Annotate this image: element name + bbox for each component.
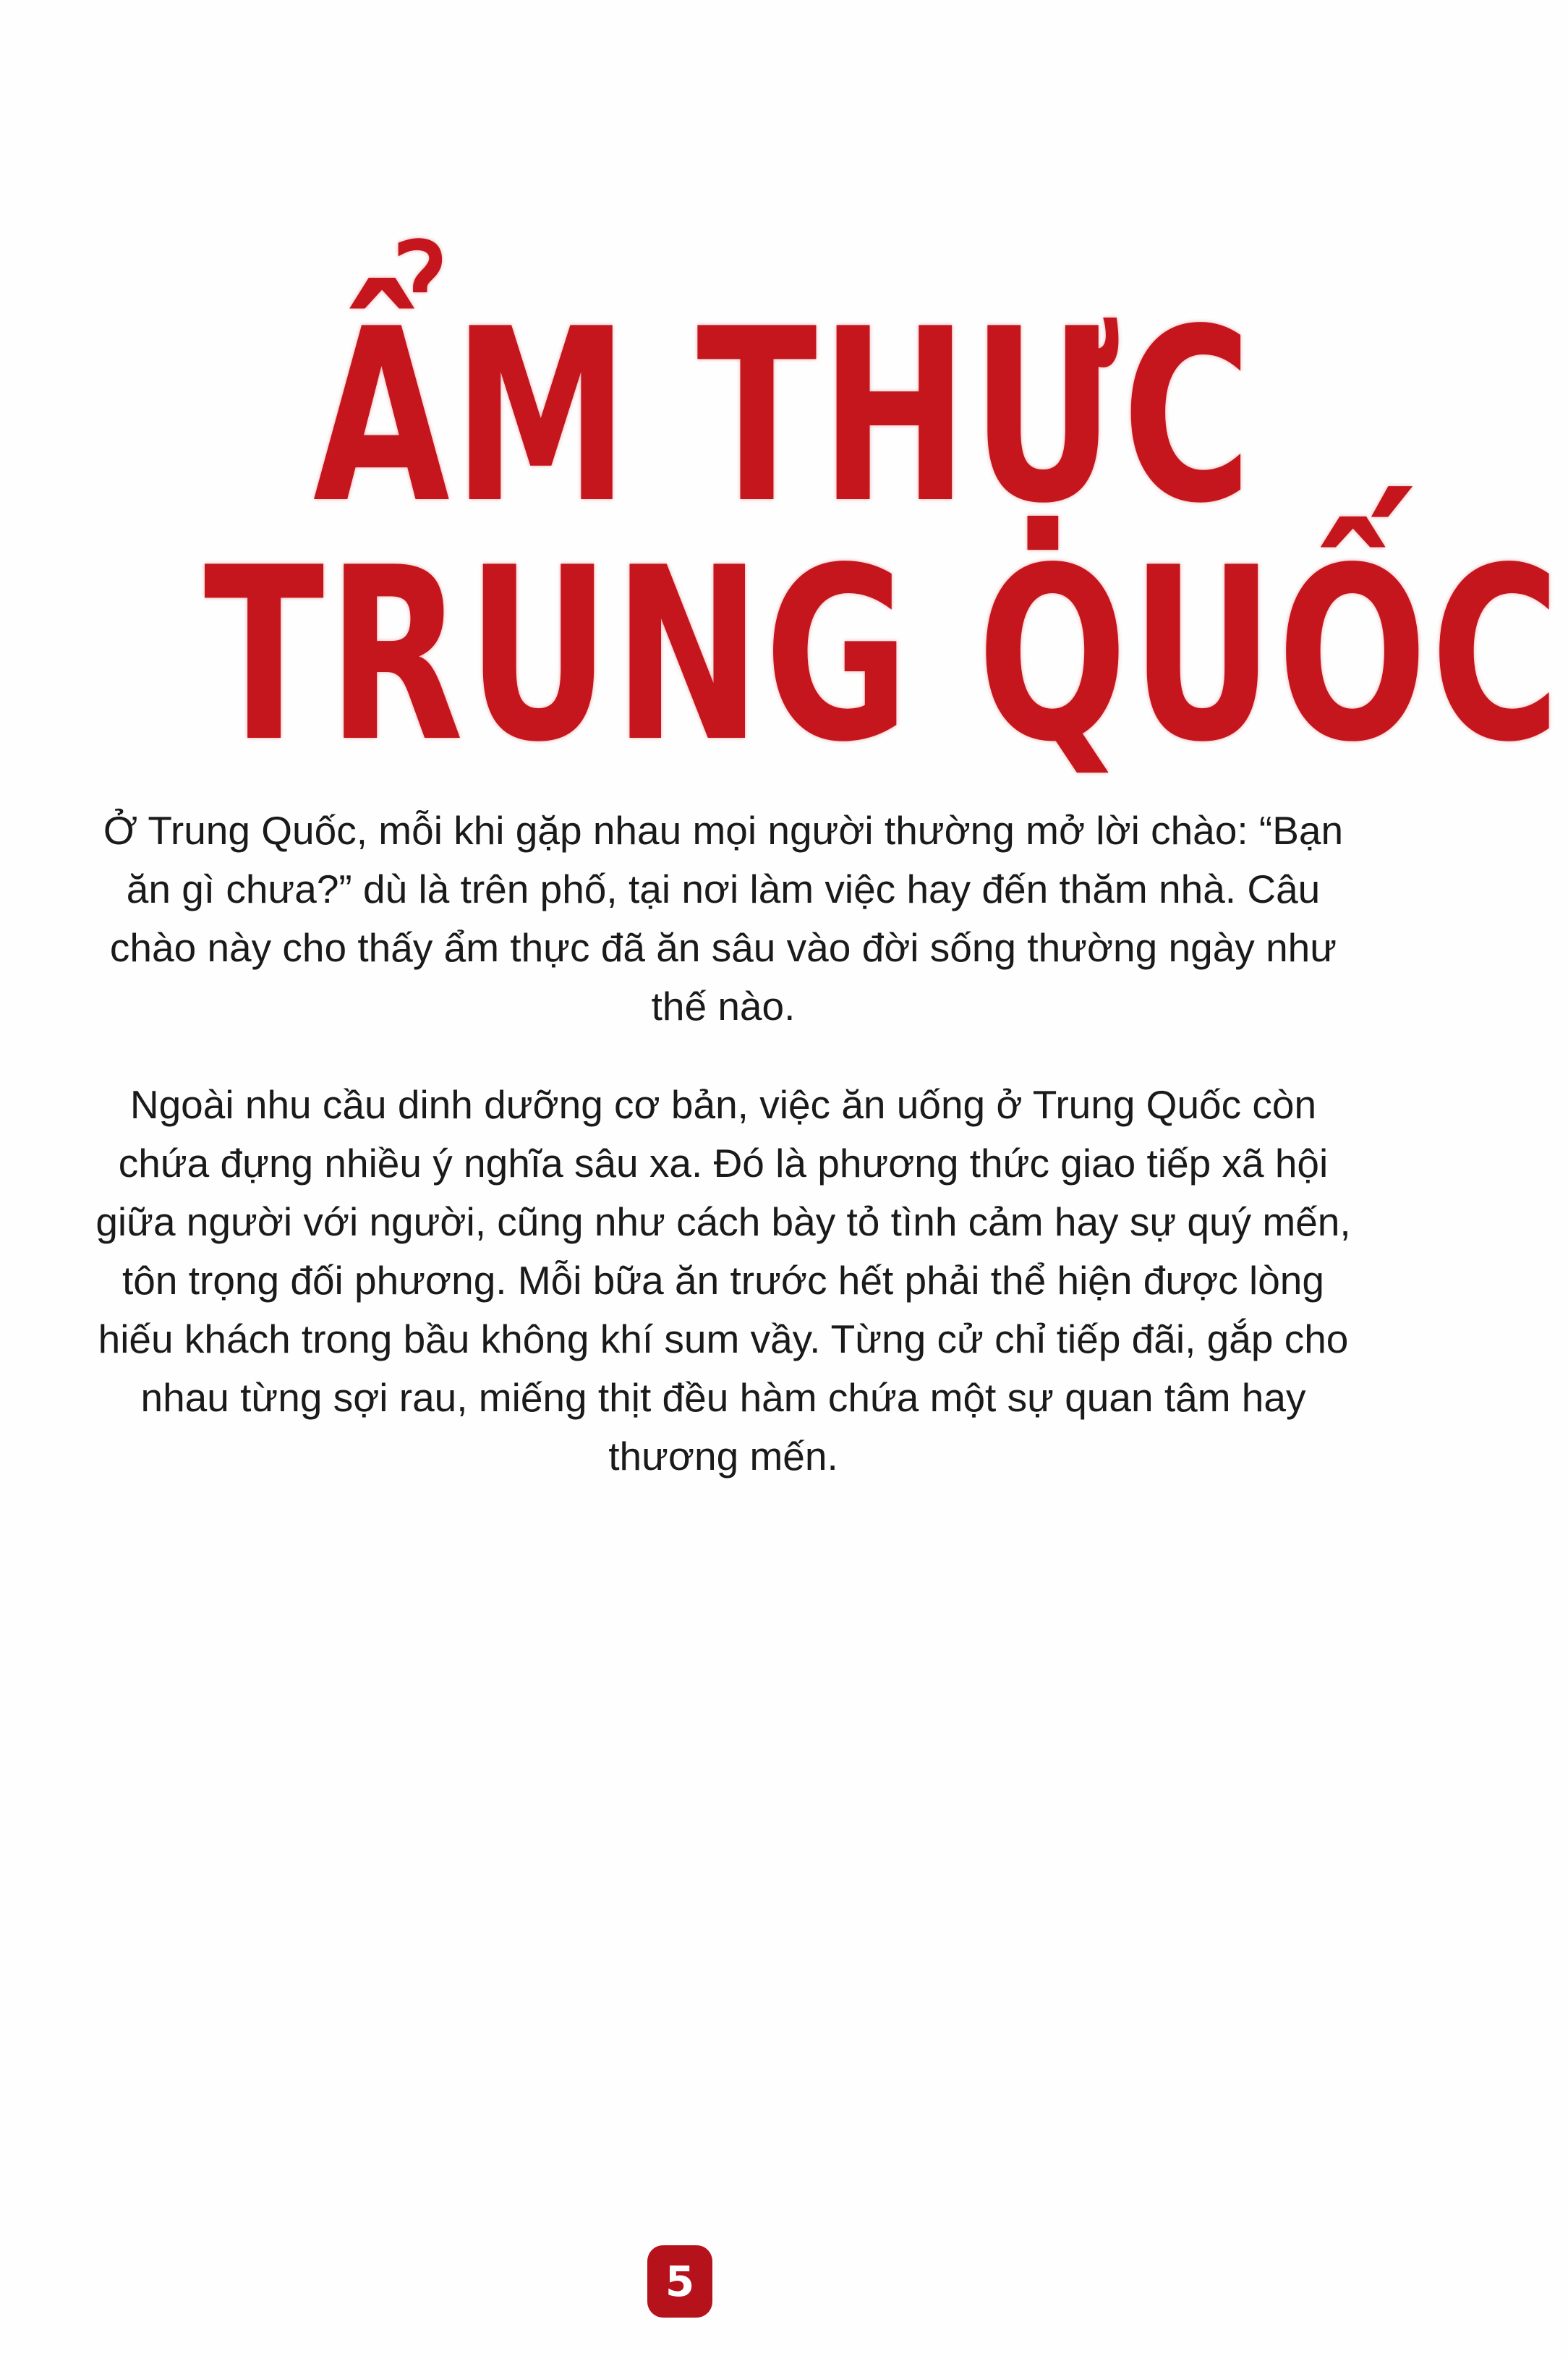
intro-paragraph: Ở Trung Quốc, mỗi khi gặp nhau mọi người thường mở lời chào: “Bạn ăn gì chưa?” dù là trên phố, tại nơi làm việc hay đến thăm nhà. Câu chào này cho thấy ẩm thực đã ăn sâu vào đời sống thường ngày như thế nào. (103, 808, 1344, 1029)
title-line-2: TRUNG QUỐC (203, 516, 1564, 795)
page-title (203, 278, 1564, 795)
page-number-badge: 5 (647, 2245, 712, 2318)
body-paragraph: Ngoài nhu cầu dinh dưỡng cơ bản, việc ăn uống ở Trung Quốc còn chứa đựng nhiều ý nghĩa sâu xa. Đó là phương thức giao tiếp xã hội giữa người với người, cũng như cách bày tỏ tình cảm hay sự quý mến, tôn trọng đối phương. Mỗi bữa ăn trước hết phải thể hiện được lòng hiếu khách trong bầu không khí sum vầy. Từng cử chỉ tiếp đãi, gắp cho nhau từng sợi rau, miếng thịt đều hàm chứa một sự quan tâm hay thương mến. (95, 1082, 1351, 1479)
title-line-1: ẨM THỰC (312, 278, 1256, 556)
